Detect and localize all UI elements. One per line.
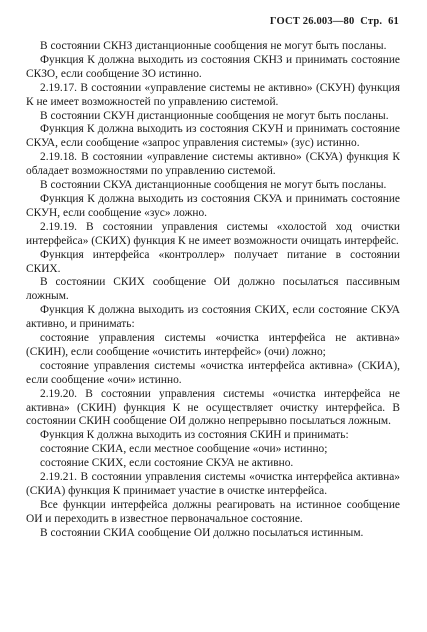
paragraph: В состоянии СКИА сообщение ОИ должно посылаться истинным. bbox=[40, 526, 364, 539]
paragraph: состояние управления системы «очистка интерфейса активна» (СКИА), если сообщение «очи» истинно. bbox=[26, 359, 400, 386]
paragraph: состояние СКИА, если местное сообщение «очи» истинно; bbox=[40, 443, 328, 456]
paragraph: Функция К должна выходить из состояния СКУА и принимать состояние СКУН, если сообщение «зус» ложно. bbox=[26, 192, 400, 219]
paragraph: В состоянии СКНЗ дистанционные сообщения не могут быть посланы. bbox=[40, 40, 387, 52]
paragraph: Функция К должна выходить из состояния СКНЗ и принимать состояние СКЗО, если сообщение ЗО истинно. bbox=[26, 53, 400, 80]
paragraph: 2.19.21. В состоянии управления системы «очистка интерфейса активна» (СКИА) функция К принимает участие в очистке интерфейса. bbox=[26, 471, 400, 497]
standard-number: ГОСТ 26.003—80 bbox=[269, 16, 355, 27]
paragraph: В состоянии СКУА дистанционные сообщения не могут быть посланы. bbox=[40, 179, 387, 192]
paragraph: состояние СКИХ, если состояние СКУА не активно. bbox=[40, 457, 294, 470]
document-body bbox=[26, 40, 400, 541]
paragraph: Функция К должна выходить из состояния СКИН и принимать: bbox=[40, 429, 349, 442]
paragraph: Функция К должна выходить из состояния СКУН и принимать состояние СКУА, если сообщение «запрос управления системы» (зус) истинно. bbox=[26, 123, 400, 150]
paragraph: В состоянии СКУН дистанционные сообщения не могут быть посланы. bbox=[40, 109, 389, 122]
page-label: Стр. bbox=[360, 16, 383, 27]
paragraph: состояние управления системы «очистка интерфейса не активна» (СКИН), если сообщение «очистить интерфейс» (очи) ложно; bbox=[26, 332, 400, 358]
paragraph: Функция интерфейса «контроллер» получает питание в состоянии СКИХ. bbox=[26, 248, 400, 275]
paragraph: 2.19.18. В состоянии «управление системы активно» (СКУА) функция К обладает возможностями по управлению системой. bbox=[26, 151, 400, 178]
paragraph: 2.19.19. В состоянии управления системы «холостой ход очистки интерфейса» (СКИХ) функция К не имеет возможности очищать интерфейс. bbox=[26, 220, 400, 247]
paragraph: Функция К должна выходить из состояния СКИХ, если состояние СКУА активно, и принимать: bbox=[26, 304, 400, 331]
page-header bbox=[267, 16, 399, 27]
page-number: 61 bbox=[388, 16, 399, 27]
paragraph: Все функции интерфейса должны реагировать на истинное сообщение ОИ и переходить в известное первоначальное состояние. bbox=[26, 498, 400, 525]
paragraph: В состоянии СКИХ сообщение ОИ должно посылаться пассивным ложным. bbox=[26, 276, 400, 303]
paragraph: 2.19.17. В состоянии «управление системы не активно» (СКУН) функция К не имеет возможностей по управлению системой. bbox=[26, 81, 400, 108]
paragraph: 2.19.20. В состоянии управления системы «очистка интерфейса не активна» (СКИН) функция К не осуществляет очистку интерфейса. В состоянии СКИН сообщение ОИ должно непрерывно посылаться ложным. bbox=[26, 387, 400, 428]
